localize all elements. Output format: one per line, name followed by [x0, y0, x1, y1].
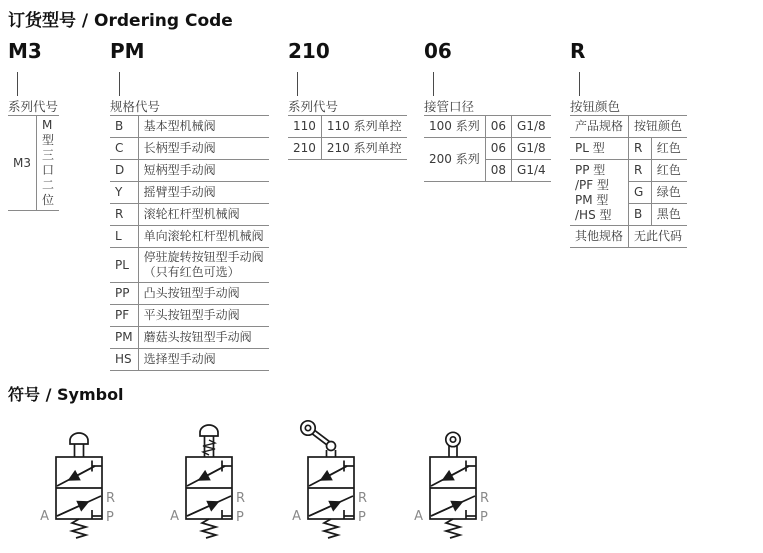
color-cell: 红色: [651, 138, 687, 160]
table-row: [288, 138, 407, 160]
size-cell: 06: [485, 116, 511, 138]
port-a-label: A: [170, 509, 179, 524]
spec-label: 规格代号: [110, 99, 161, 114]
code-cell: Y: [110, 182, 138, 204]
port-p-label: P: [106, 510, 114, 525]
desc-cell: 摇臂型手动阀: [138, 182, 269, 204]
table-row: [110, 116, 269, 138]
code-cell: 210: [288, 138, 321, 160]
spec-cell: 其他规格: [570, 226, 629, 248]
table-row: [110, 160, 269, 182]
code-cell: PM: [110, 327, 138, 349]
value-cell: 无此代码: [629, 226, 688, 248]
code-cell: C: [110, 138, 138, 160]
table-row: [110, 248, 269, 283]
code-cell: L: [110, 226, 138, 248]
port-p-label: P: [480, 510, 488, 525]
thread-cell: G1/8: [512, 138, 551, 160]
code-cell: B: [629, 204, 652, 226]
ordering-code-title: 订货型号 / Ordering Code: [8, 11, 233, 31]
code-cell: PF: [110, 305, 138, 327]
port-r-label: R: [358, 491, 368, 506]
table-row: [110, 182, 269, 204]
series-type-label: 系列代号: [288, 99, 339, 114]
spec-cell: [570, 160, 629, 226]
desc-cell: 蘑菇头按钮型手动阀: [138, 327, 269, 349]
table-row: [424, 116, 551, 138]
ordering-column-series-type: [288, 39, 402, 155]
code-cell: PP: [110, 283, 138, 305]
code-cell: B: [110, 116, 138, 138]
series-cell: 100 系列: [424, 116, 485, 138]
port-size-label: 接管口径: [424, 99, 475, 114]
code-pm: PM: [110, 39, 145, 63]
ordering-column-series: [8, 39, 59, 207]
table-header-row: [570, 116, 687, 138]
table-row: [110, 305, 269, 327]
table-row: [424, 138, 551, 160]
tick-line: [17, 72, 18, 96]
series-cell: 200 系列: [424, 138, 485, 182]
table-row: [570, 138, 687, 160]
port-p-label: P: [236, 510, 244, 525]
size-cell: 08: [485, 160, 511, 182]
code-cell: G: [629, 182, 652, 204]
table-row: [110, 349, 269, 371]
code-cell: 110: [288, 116, 321, 138]
desc-cell: 长柄型手动阀: [138, 138, 269, 160]
port-p-label: P: [358, 510, 366, 525]
desc-cell: 选择型手动阀: [138, 349, 269, 371]
desc-line2: （只有红色可选）: [143, 265, 240, 279]
tick-line: [297, 72, 298, 96]
valve-symbol-roller-lever-icon: [270, 410, 390, 542]
spec-header-cell: 产品规格: [570, 116, 629, 138]
desc-cell: 210 系列单控: [321, 138, 406, 160]
table-row: [288, 116, 407, 138]
code-cell: R: [629, 160, 652, 182]
code-06: 06: [424, 39, 452, 63]
code-cell: R: [110, 204, 138, 226]
ordering-column-spec: [110, 39, 264, 366]
valve-symbol-spring-plunger-icon: [148, 410, 268, 542]
code-cell: PL: [110, 248, 138, 283]
color-cell: 绿色: [651, 182, 687, 204]
spec-cell: PL 型: [570, 138, 629, 160]
symbol-title: 符号 / Symbol: [8, 385, 124, 404]
size-cell: 06: [485, 138, 511, 160]
spec-line2: PM 型 /HS 型: [575, 192, 612, 222]
code-cell: R: [629, 138, 652, 160]
tick-line: [579, 72, 580, 96]
table-row: [8, 116, 59, 211]
table-row: [570, 160, 687, 182]
series-type-table: [288, 115, 407, 160]
table-row: [110, 283, 269, 305]
thread-cell: G1/4: [512, 160, 551, 182]
tick-line: [433, 72, 434, 96]
table-row: [110, 138, 269, 160]
series-label: 系列代号: [8, 99, 59, 114]
port-a-label: A: [414, 509, 423, 524]
code-m3: M3: [8, 39, 42, 63]
desc-cell: 单向滚轮杠杆型机械阀: [138, 226, 269, 248]
table-row: [110, 327, 269, 349]
valve-symbol-roller-icon: [392, 410, 512, 542]
desc-cell: 滚轮杠杆型机械阀: [138, 204, 269, 226]
color-cell: 红色: [651, 160, 687, 182]
code-cell: HS: [110, 349, 138, 371]
port-size-table: [424, 115, 551, 182]
desc-cell: 基本型机械阀: [138, 116, 269, 138]
button-color-table: [570, 115, 687, 248]
spec-line1: PP 型 /PF 型: [575, 162, 609, 192]
desc-cell: 凸头按钮型手动阀: [138, 283, 269, 305]
code-210: 210: [288, 39, 330, 63]
button-color-label: 按钮颜色: [570, 99, 621, 114]
code-cell: D: [110, 160, 138, 182]
port-a-label: A: [292, 509, 301, 524]
color-header-cell: 按钮颜色: [629, 116, 688, 138]
spec-table: [110, 115, 269, 371]
series-table: [8, 115, 59, 211]
code-r: R: [570, 39, 586, 63]
desc-cell: 短柄型手动阀: [138, 160, 269, 182]
thread-cell: G1/8: [512, 116, 551, 138]
tick-line: [119, 72, 120, 96]
desc-cell: M 型三口二位: [37, 116, 60, 211]
table-row: [570, 226, 687, 248]
ordering-column-button-color: [570, 39, 683, 243]
port-r-label: R: [480, 491, 490, 506]
ordering-column-port-size: [424, 39, 546, 177]
port-a-label: A: [40, 509, 49, 524]
valve-symbol-plunger-icon: [18, 410, 138, 542]
desc-cell: [138, 248, 269, 283]
port-r-label: R: [106, 491, 116, 506]
desc-cell: 平头按钮型手动阀: [138, 305, 269, 327]
color-cell: 黑色: [651, 204, 687, 226]
port-r-label: R: [236, 491, 246, 506]
table-row: [110, 226, 269, 248]
table-row: [110, 204, 269, 226]
desc-cell: 110 系列单控: [321, 116, 406, 138]
code-cell: M3: [8, 116, 37, 211]
desc-line1: 停驻旋转按钮型手动阀: [143, 250, 264, 264]
